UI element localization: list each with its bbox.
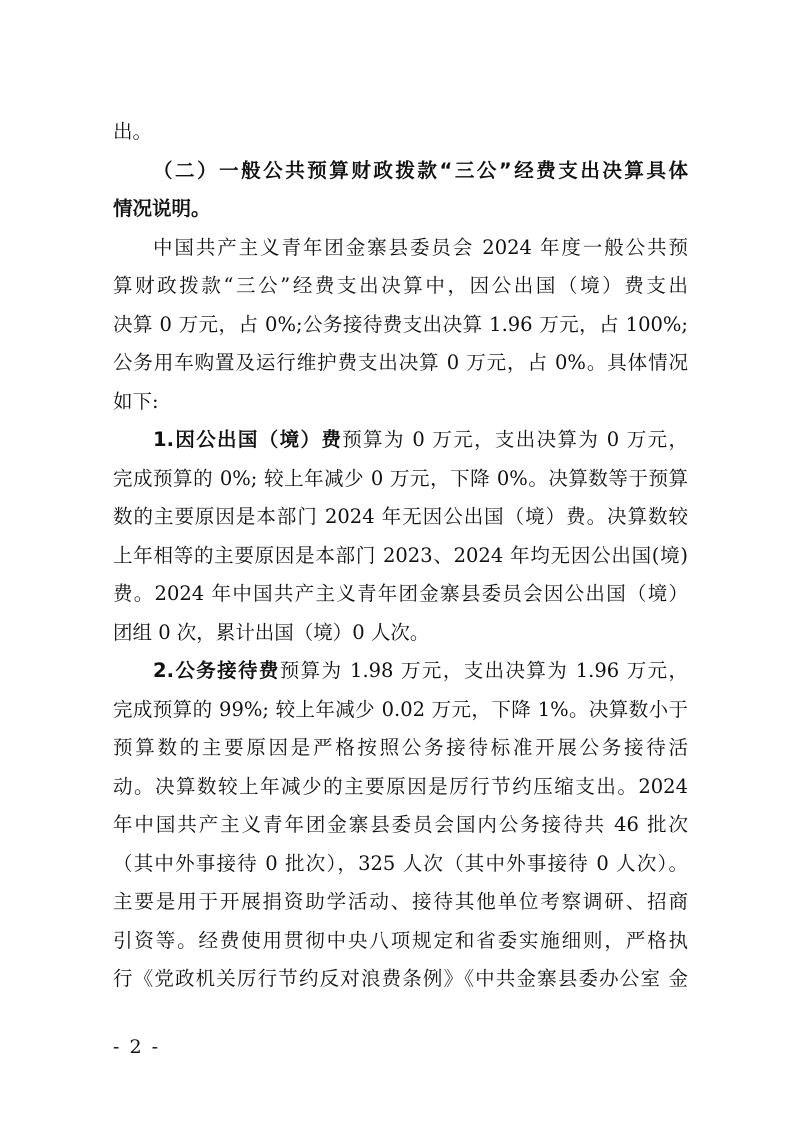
item2-line-8: 引资等。经费使用贯彻中央八项规定和省委实施细则，严格执	[113, 929, 688, 952]
intro-line-1: 中国共产主义青年团金寨县委员会 2024 年度一般公共预	[153, 236, 688, 259]
item1-line-2: 完成预算的 0%; 较上年减少 0 万元，下降 0%。决算数等于预算	[113, 467, 688, 490]
item2-line-2: 完成预算的 99%; 较上年减少 0.02 万元，下降 1%。决算数小于	[113, 698, 688, 721]
item2-line-4: 动。决算数较上年减少的主要原因是厉行节约压缩支出。2024	[113, 775, 688, 798]
item2-line-3: 预算数的主要原因是严格按照公务接待标准开展公务接待活	[113, 736, 688, 759]
section-heading-line-1: （二）一般公共预算财政拨款“三公”经费支出决算具体	[153, 159, 688, 182]
intro-line-2: 算财政拨款“三公”经费支出决算中，因公出国（境）费支出	[113, 274, 688, 297]
item2-line-5: 年中国共产主义青年团金寨县委员会国内公务接待共 46 批次	[113, 813, 688, 836]
item1-line-6: 团组 0 次，累计出国（境）0 人次。	[113, 621, 430, 644]
item1-line-3: 数的主要原因是本部门 2024 年无因公出国（境）费。决算数较	[113, 505, 688, 528]
item1-first-line-text: 预算为 0 万元，支出决算为 0 万元，	[342, 428, 688, 451]
item1-line-4: 上年相等的主要原因是本部门 2023、2024 年均无因公出国(境)	[113, 544, 688, 567]
intro-line-4: 公务用车购置及运行维护费支出决算 0 万元，占 0%。具体情况	[113, 351, 688, 374]
intro-line-3: 决算 0 万元，占 0%;公务接待费支出决算 1.96 万元，占 100%;	[113, 313, 688, 336]
item2-line-7: 主要是用于开展捐资助学活动、接待其他单位考察调研、招商	[113, 890, 688, 913]
item2-line-6: （其中外事接待 0 批次），325 人次（其中外事接待 0 人次）。	[113, 852, 688, 875]
item2-line-9: 行《党政机关厉行节约反对浪费条例》《中共金寨县委办公室 金	[113, 967, 688, 990]
item2-first-line	[153, 659, 688, 683]
section-heading-line-2: 情况说明。	[113, 197, 211, 220]
page-number: - 2 -	[113, 1036, 161, 1058]
carryover-line: 出。	[113, 120, 153, 143]
item1-first-line	[153, 428, 688, 452]
item2-title: 2.公务接待费	[153, 659, 280, 682]
item2-first-line-text: 预算为 1.98 万元，支出决算为 1.96 万元，	[279, 659, 688, 682]
intro-line-5: 如下:	[113, 390, 159, 413]
item1-line-5: 费。2024 年中国共产主义青年团金寨县委员会因公出国（境）	[113, 582, 688, 605]
item1-title: 1.因公出国（境）费	[153, 428, 343, 451]
